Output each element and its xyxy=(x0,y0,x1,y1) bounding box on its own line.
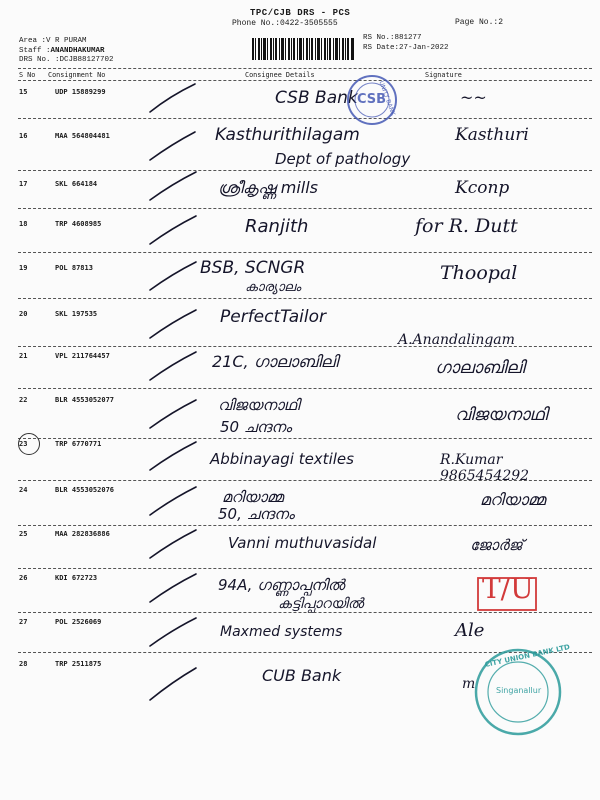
row-consignment: TRP 2511875 xyxy=(55,660,102,668)
row-consignee-line: 50, ചന്ദനം xyxy=(218,505,295,523)
row-consignment: TRP 4608985 xyxy=(55,220,102,228)
row-sno: 24 xyxy=(19,486,28,494)
tick-mark xyxy=(150,310,196,338)
tu-red-box xyxy=(478,578,536,610)
row-consignee-line: വിജയനാഥി xyxy=(218,396,300,414)
row-sno: 26 xyxy=(19,574,28,582)
row-signature: Thoopal xyxy=(440,262,518,284)
row-signature: T/U xyxy=(482,572,534,605)
tick-mark xyxy=(150,668,196,700)
row-signature: ~~ xyxy=(460,88,487,107)
row-consignee-line: മറിയാമ്മ xyxy=(222,488,284,506)
row-consignee-line: BSB, SCNGR xyxy=(200,258,306,278)
bottom-stamp-ring: CITY UNION BANK LTD xyxy=(484,643,571,669)
row-sno: 21 xyxy=(19,352,28,360)
row-consignment: BLR 4553052076 xyxy=(55,486,115,494)
row-consignee-line: Ranjith xyxy=(245,216,309,237)
tick-mark xyxy=(150,172,196,200)
row-consignee-line: CUB Bank xyxy=(262,666,342,685)
row-signature: Kasthuri xyxy=(455,125,529,145)
tick-mark xyxy=(150,487,196,515)
bottom-stamp-center: Singanallur xyxy=(496,686,542,695)
row-consignee-line: 50 ചന്ദനം xyxy=(220,418,292,436)
drs-number: DRS No. :DCJB88127702 xyxy=(19,56,114,64)
rs-date: RS Date:27-Jan-2022 xyxy=(363,43,449,52)
staff-name: ANANDHAKUMAR xyxy=(50,46,105,55)
row-consignment: BLR 4553052077 xyxy=(55,396,115,404)
page-number: Page No.:2 xyxy=(455,18,504,27)
row-consignee-line: 94A, ഗണ്ണാപ്പനിൽ xyxy=(218,576,345,594)
row-sno: 16 xyxy=(19,132,28,140)
row-signature: m xyxy=(462,676,476,692)
tick-mark xyxy=(150,530,196,558)
row-signature: മറിയാമ്മ xyxy=(480,490,546,509)
row-sno: 25 xyxy=(19,530,28,538)
top-stamp-ring: UNITY BANK xyxy=(377,80,397,117)
row-consignee-line: കട്ടിപ്പാറയിൽ xyxy=(278,596,364,612)
row-consignment: POL 2526069 xyxy=(55,618,102,626)
row-consignee-line: ശ്രീകൃഷ്ണ mills xyxy=(218,178,318,197)
row-signature: വിജയനാഥി xyxy=(455,405,548,425)
row-signature: ജോര്‍ജ് xyxy=(470,536,523,554)
document-title: TPC/CJB DRS - PCS xyxy=(250,8,351,18)
tick-mark xyxy=(150,352,196,380)
row-consignment: POL 87813 xyxy=(55,264,93,272)
row-consignee-line: PerfectTailor xyxy=(220,307,327,327)
column-header-consignment: Consignment No xyxy=(48,71,106,79)
row-signature: Kconp xyxy=(455,178,510,198)
column-header-signature: Signature xyxy=(425,71,462,79)
tick-mark xyxy=(150,132,195,160)
phone-number: Phone No.:0422-3505555 xyxy=(232,19,338,28)
tick-mark xyxy=(150,400,196,428)
row-signature: A.Anandalingam xyxy=(398,332,515,348)
row-signature: for R. Dutt xyxy=(415,215,518,237)
row-consignment: TRP 6770771 xyxy=(55,440,102,448)
row-sno: 22 xyxy=(19,396,28,404)
rs-number: RS No.:881277 xyxy=(363,34,422,42)
row-sno: 19 xyxy=(19,264,28,272)
tick-mark xyxy=(150,618,196,646)
row-consignment: KDI 672723 xyxy=(55,574,98,582)
row-consignment: SKL 664184 xyxy=(55,180,98,188)
row-consignment: VPL 211764457 xyxy=(55,352,110,360)
tick-mark xyxy=(150,84,195,112)
row-consignee-line: 21C, ഗാലാബിലി xyxy=(212,352,339,371)
row-consignment: UDP 15889299 xyxy=(55,88,106,96)
tick-mark xyxy=(150,262,196,290)
row-sno: 17 xyxy=(19,180,28,188)
row-consignment: SKL 197535 xyxy=(55,310,98,318)
row-signature: R.Kumar 9865454292 xyxy=(440,452,530,484)
row-consignee-line: Kasthurithilagam xyxy=(215,125,360,145)
column-header-sno: S No xyxy=(19,71,36,79)
row-sno: 18 xyxy=(19,220,28,228)
row-consignee-line: Dept of pathology xyxy=(275,150,411,168)
row-sno: 15 xyxy=(19,88,28,96)
tick-mark xyxy=(150,442,196,470)
row-consignee-line: Maxmed systems xyxy=(220,624,343,640)
row-signature: Ale xyxy=(455,620,485,641)
row-consignment: MAA 564804481 xyxy=(55,132,110,140)
row-sno: 20 xyxy=(19,310,28,318)
row-signature: ഗാലാബിലി xyxy=(435,358,525,378)
row-sno: 23 xyxy=(19,440,28,448)
column-header-consignee: Consignee Details xyxy=(245,71,315,79)
row-consignee-line: Vanni muthuvasidal xyxy=(228,534,377,552)
row-consignee-line: Abbinayagi textiles xyxy=(210,450,354,468)
tick-mark xyxy=(150,574,196,602)
area-line: Area :V R PURAM xyxy=(19,37,87,45)
row-consignment: MAA 282836886 xyxy=(55,530,110,538)
row-sno: 28 xyxy=(19,660,28,668)
tick-mark xyxy=(150,216,196,244)
row-consignee-line: CSB Bank xyxy=(275,88,358,108)
top-stamp-center: CSB xyxy=(357,92,387,107)
staff-label: Staff : xyxy=(19,46,51,55)
row-consignee-line: കാര്യാലം xyxy=(245,280,301,295)
row-sno: 27 xyxy=(19,618,28,626)
